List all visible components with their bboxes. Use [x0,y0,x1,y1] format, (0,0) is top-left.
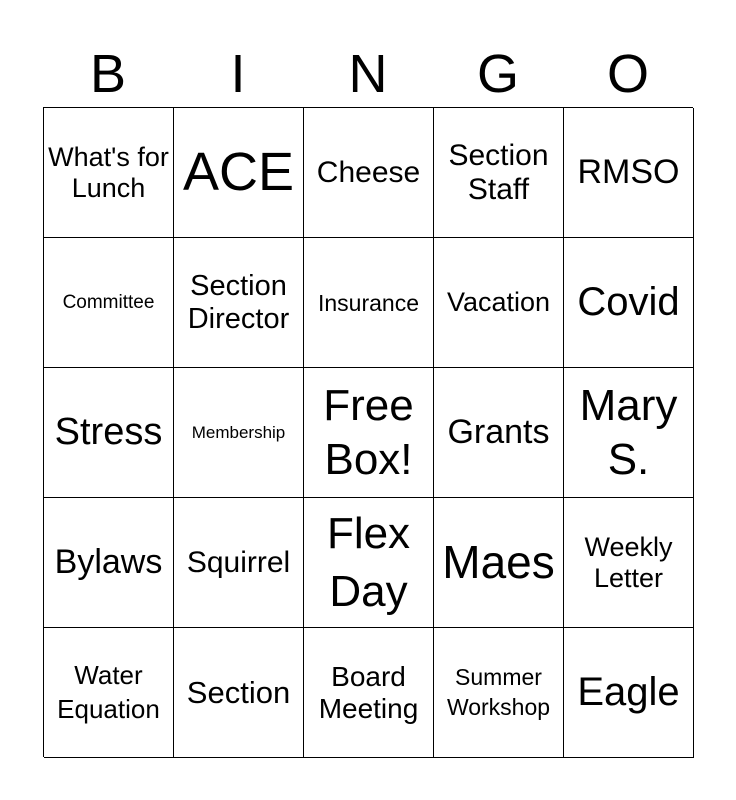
cell-label: Grants [447,413,550,452]
bingo-cell[interactable] [174,498,304,628]
cell-label: Membership [191,422,286,442]
header-letter-g: G [476,44,519,104]
cell-label: RMSO [577,153,680,192]
bingo-cell[interactable] [44,628,174,758]
cell-label: Cheese [316,155,421,189]
bingo-cell[interactable] [564,368,694,498]
cell-label: Squirrel [186,545,291,579]
bingo-cell[interactable] [174,108,304,238]
cell-label: Section Director [187,269,290,335]
bingo-cell[interactable] [174,368,304,498]
cell-label: Bylaws [54,543,163,582]
cell-label: ACE [182,141,295,202]
bingo-cell[interactable] [304,238,434,368]
cell-label: Committee [62,291,155,313]
bingo-cell[interactable] [174,238,304,368]
bingo-cell[interactable] [44,498,174,628]
cell-label: Covid [577,279,680,324]
cell-label: Mary S. [579,380,678,484]
cell-label: Water Equation [57,659,160,724]
header-letter-o: O [606,44,649,104]
bingo-cell[interactable] [564,238,694,368]
bingo-header [43,44,693,104]
bingo-cell[interactable] [304,498,434,628]
cell-label: Section Staff [448,138,549,206]
bingo-cell[interactable] [564,628,694,758]
cell-label: Summer Workshop [446,663,551,720]
bingo-board [43,107,693,757]
header-letter-n: N [348,44,388,104]
cell-label: Board Meeting [318,660,419,724]
bingo-cell[interactable] [434,108,564,238]
cell-label: Weekly Letter [584,532,673,593]
cell-label: Flex Day [326,509,411,616]
bingo-cell[interactable] [564,498,694,628]
bingo-cell[interactable] [174,628,304,758]
bingo-cell[interactable] [434,368,564,498]
bingo-cell[interactable] [434,498,564,628]
bingo-cell[interactable] [434,238,564,368]
cell-label: Eagle [577,669,680,714]
bingo-cell[interactable] [304,108,434,238]
cell-label: Insurance [317,289,419,316]
bingo-cell[interactable] [304,368,434,498]
cell-label: Free Box! [323,380,414,484]
cell-label: Stress [54,411,163,454]
cell-label: Vacation [446,287,551,318]
header-letter-b: B [89,44,127,104]
cell-label: What's for Lunch [48,142,169,203]
bingo-cell[interactable] [44,108,174,238]
header-letter-i: I [230,44,246,104]
bingo-cell[interactable] [564,108,694,238]
bingo-cell[interactable] [44,238,174,368]
bingo-cell[interactable] [434,628,564,758]
bingo-cell[interactable] [304,628,434,758]
cell-label: Maes [442,535,555,588]
bingo-cell[interactable] [44,368,174,498]
cell-label: Section [186,674,291,710]
